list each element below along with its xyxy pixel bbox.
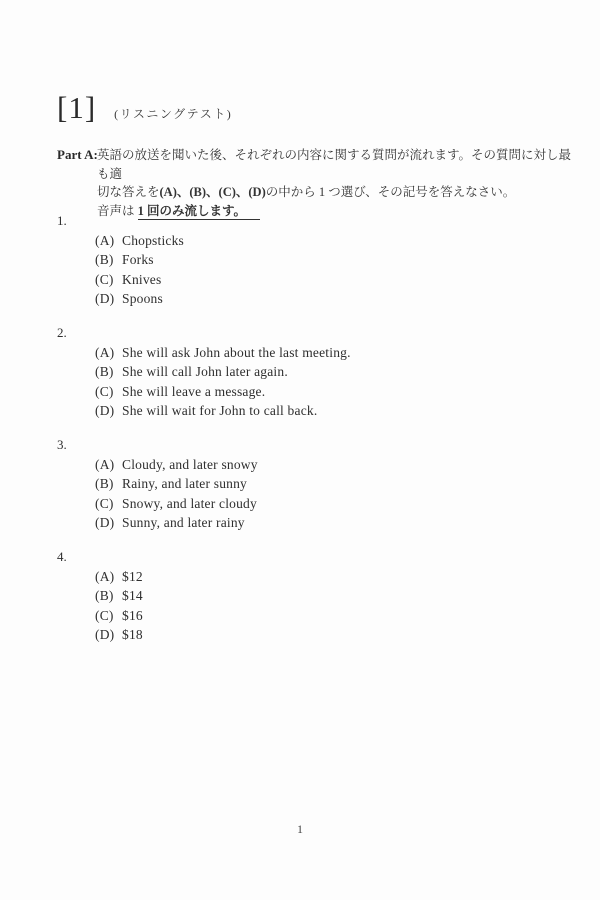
option-text: She will call John later again. bbox=[122, 364, 288, 380]
page-number: 1 bbox=[297, 822, 303, 836]
option-text: $18 bbox=[122, 626, 143, 642]
option-label: (B) bbox=[95, 252, 114, 268]
question-4-options bbox=[95, 569, 143, 646]
question-3-options bbox=[95, 457, 258, 534]
option-label: (A) bbox=[95, 233, 115, 248]
question-number: 3. bbox=[57, 437, 67, 452]
option-text: Knives bbox=[122, 271, 162, 287]
option-text: She will ask John about the last meeting. bbox=[122, 345, 351, 360]
option-label: (D) bbox=[95, 290, 115, 306]
option-label: (B) bbox=[95, 476, 114, 492]
question-1 bbox=[57, 212, 184, 310]
option-row bbox=[95, 364, 351, 383]
section-number: [1] bbox=[57, 90, 97, 125]
question-2-options bbox=[95, 345, 351, 422]
instruction-line-3-prefix: 音声は bbox=[97, 203, 138, 218]
question-number: 1. bbox=[57, 213, 67, 228]
option-text: Chopsticks bbox=[122, 233, 185, 248]
option-row bbox=[95, 345, 351, 364]
option-row bbox=[95, 252, 184, 271]
option-text: She will wait for John to call back. bbox=[122, 402, 318, 418]
option-row bbox=[95, 233, 184, 252]
part-a-instructions bbox=[97, 146, 577, 220]
option-row bbox=[95, 476, 258, 495]
instruction-line-2 bbox=[97, 183, 577, 202]
option-label: (B) bbox=[95, 588, 114, 604]
option-text: $14 bbox=[122, 588, 143, 604]
option-label: (C) bbox=[95, 495, 114, 511]
question-3 bbox=[57, 436, 258, 534]
option-text: Spoons bbox=[122, 290, 163, 306]
option-text: Rainy, and later sunny bbox=[122, 476, 247, 492]
option-row bbox=[95, 515, 258, 534]
option-text: Sunny, and later rainy bbox=[122, 514, 245, 530]
option-text: $16 bbox=[122, 607, 143, 623]
instruction-line-2-suffix: の中から 1 つ選び、その記号を答えなさい。 bbox=[265, 185, 516, 199]
option-text: She will leave a message. bbox=[122, 383, 266, 399]
option-row bbox=[95, 496, 258, 515]
question-1-options bbox=[95, 233, 184, 310]
section-subtitle: (リスニングテスト) bbox=[114, 107, 233, 121]
question-4 bbox=[57, 548, 143, 646]
option-label: (B) bbox=[95, 364, 114, 380]
option-label: (A) bbox=[95, 457, 115, 472]
option-text: $12 bbox=[122, 569, 143, 584]
option-text: Forks bbox=[122, 252, 154, 268]
option-row bbox=[95, 588, 143, 607]
instruction-line-2-prefix: 切な答えを bbox=[97, 185, 160, 199]
option-text: Cloudy, and later snowy bbox=[122, 457, 258, 472]
question-number: 2. bbox=[57, 325, 67, 340]
option-row bbox=[95, 627, 143, 646]
option-label: (C) bbox=[95, 383, 114, 399]
option-row bbox=[95, 291, 184, 310]
option-label: (C) bbox=[95, 607, 114, 623]
part-a-label: Part A: bbox=[57, 147, 98, 162]
option-label: (A) bbox=[95, 345, 115, 360]
instruction-line-1: 英語の放送を聞いた後、それぞれの内容に関する質問が流れます。その質問に対し最も適 bbox=[97, 148, 572, 181]
option-label: (C) bbox=[95, 271, 114, 287]
option-row bbox=[95, 403, 351, 422]
instruction-line-3-underlined: 1 回のみ流します。 bbox=[138, 204, 260, 220]
question-number: 4. bbox=[57, 549, 67, 564]
option-label: (A) bbox=[95, 569, 115, 584]
option-row bbox=[95, 457, 258, 476]
option-row bbox=[95, 272, 184, 291]
section-header bbox=[57, 90, 232, 126]
option-row bbox=[95, 608, 143, 627]
instruction-line-2-choices: (A)、(B)、(C)、(D) bbox=[159, 185, 266, 199]
question-2 bbox=[57, 324, 351, 422]
option-label: (D) bbox=[95, 402, 115, 418]
option-label: (D) bbox=[95, 626, 115, 642]
option-text: Snowy, and later cloudy bbox=[122, 495, 257, 511]
option-label: (D) bbox=[95, 514, 115, 530]
option-row bbox=[95, 569, 143, 588]
option-row bbox=[95, 384, 351, 403]
